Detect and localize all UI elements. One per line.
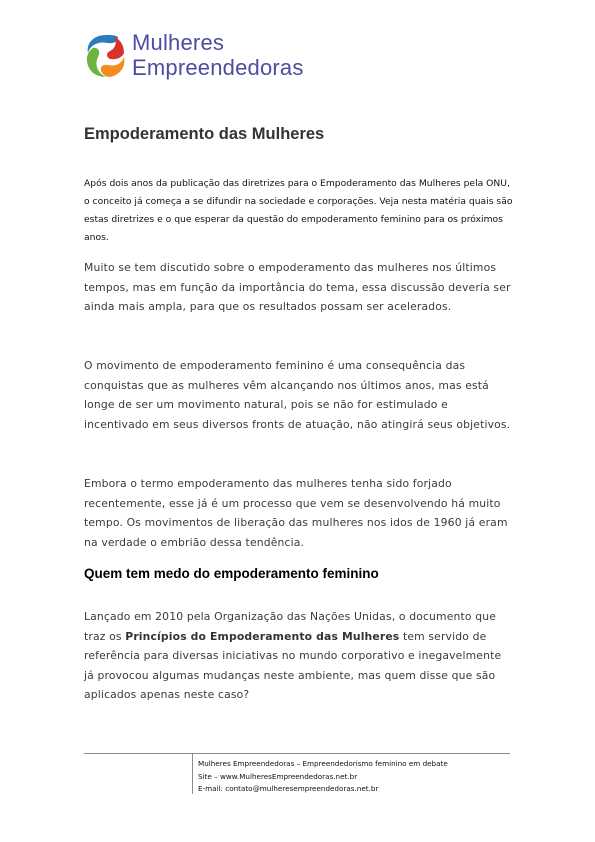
footer: [198, 758, 510, 796]
footer-email-link[interactable]: E-mail: contato@mulheresempreendedoras.net.br: [198, 784, 379, 793]
logo-text-line1: Mulheres: [132, 30, 225, 55]
footer-site-link[interactable]: Site – www.MulheresEmpreendedoras.net.br: [198, 771, 358, 781]
p4-text-before: Lançado em 2010 pela Organização das Nações Unidas, o documento que traz os: [84, 610, 497, 643]
body-paragraph-1: Muito se tem discutido sobre o empoderamento das mulheres nos últimos tempos, mas em função da importância do tema, essa discussão deveria ser ainda mais ampla, para que os resultados possam ser acelerados.: [84, 261, 511, 313]
footer-rule: [84, 753, 510, 754]
logo: [84, 28, 344, 90]
body-paragraph-2: O movimento de empoderamento feminino é uma consequência das conquistas que as mulheres vêm alcançando nos últimos anos, mas está longe de ser um movimento natural, pois se não for estimulado e incentivado em seus diversos fronts de atuação, não atingirá seus objetivos.: [84, 359, 511, 431]
section-heading: Quem tem medo do empoderamento feminino: [84, 566, 379, 581]
logo-text-line2: Empreendedoras: [132, 55, 304, 80]
p4-text-after: tem servido de referência para diversas iniciativas no mundo corporativo e inegavelmente já provocou algumas mudanças neste ambiente, mas quem disse que são aplicados apenas neste caso?: [84, 629, 502, 701]
body-paragraph-3: Embora o termo empoderamento das mulheres tenha sido forjado recentemente, esse já é um processo que vem se desenvolvendo há muito tempo. Os movimentos de liberação das mulheres nos idos de 1960 já eram na verdade o embrião dessa tendência.: [84, 477, 508, 549]
footer-line-1: Mulheres Empreendedoras – Empreendedorismo feminino em debate: [198, 759, 448, 768]
p4-bold-text: Princípios do Empoderamento das Mulheres: [125, 629, 400, 643]
lead-paragraph: Após dois anos da publicação das diretrizes para o Empoderamento das Mulheres pela ONU, o conceito já começa a se difundir na sociedade e corporações. Veja nesta matéria quais são estas diretrizes e o que esperar da questão do empoderamento feminino para os próximos anos.: [84, 178, 513, 243]
page-title: Empoderamento das Mulheres: [84, 125, 325, 143]
body-paragraph-4: [84, 607, 514, 705]
swirl-logo-icon: [84, 31, 128, 81]
footer-divider: [192, 754, 193, 794]
